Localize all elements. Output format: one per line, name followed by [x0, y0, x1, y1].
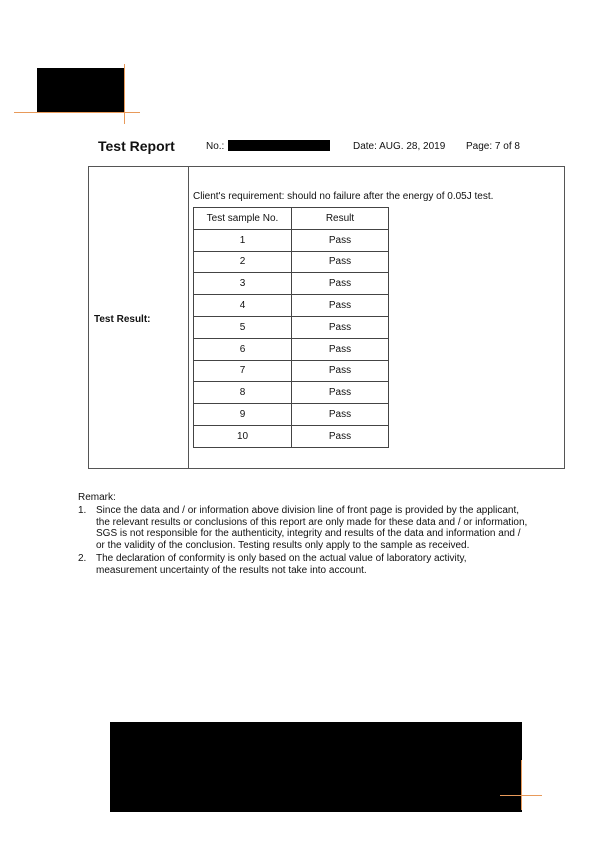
- report-number-label: No.:: [206, 141, 225, 152]
- remark-item: [78, 553, 528, 576]
- redacted-report-number: [228, 140, 330, 151]
- page-indicator: Page: 7 of 8: [466, 141, 520, 152]
- redacted-logo: [37, 68, 125, 112]
- result-cell: Pass: [292, 425, 389, 447]
- sample-number-cell: 5: [194, 316, 292, 338]
- orange-rule-top-vertical: [124, 64, 125, 124]
- sample-number-cell: 8: [194, 382, 292, 404]
- table-row: [194, 425, 389, 447]
- report-title: Test Report: [98, 138, 175, 154]
- column-header-result: Result: [292, 208, 389, 230]
- test-result-label: Test Result:: [94, 314, 151, 325]
- sample-number-cell: 4: [194, 295, 292, 317]
- table-row: [194, 404, 389, 426]
- result-cell: Pass: [292, 251, 389, 273]
- result-cell: Pass: [292, 404, 389, 426]
- orange-rule-bottom-vertical: [521, 760, 522, 810]
- table-header-row: [194, 208, 389, 230]
- table-row: [194, 295, 389, 317]
- test-result-divider: [188, 166, 189, 469]
- table-row: [194, 338, 389, 360]
- sample-number-cell: 3: [194, 273, 292, 295]
- result-cell: Pass: [292, 229, 389, 251]
- result-cell: Pass: [292, 382, 389, 404]
- remark-heading: Remark:: [78, 492, 116, 503]
- result-cell: Pass: [292, 295, 389, 317]
- remark-item-text: Since the data and / or information above division line of front page is provided by the applicant, the relevant results or conclusions of this report are only made for these data and / or information, SGS is not responsible for the authenticity, integrity and results of the data and information and / or the validity of the conclusion. Testing results only apply to the sample as received.: [96, 505, 528, 551]
- result-cell: Pass: [292, 273, 389, 295]
- table-row: [194, 273, 389, 295]
- result-cell: Pass: [292, 338, 389, 360]
- table-row: [194, 229, 389, 251]
- table-row: [194, 360, 389, 382]
- remark-item-number: 1.: [78, 505, 87, 516]
- table-row: [194, 316, 389, 338]
- table-row: [194, 251, 389, 273]
- result-cell: Pass: [292, 360, 389, 382]
- remark-item-number: 2.: [78, 553, 87, 564]
- redacted-footer: [110, 722, 522, 812]
- sample-number-cell: 1: [194, 229, 292, 251]
- remark-item-text: The declaration of conformity is only based on the actual value of laboratory activity, measurement uncertainty of the results not take into account.: [96, 553, 467, 576]
- remark-list: [78, 505, 528, 578]
- orange-rule-top: [14, 112, 140, 113]
- table-row: [194, 382, 389, 404]
- column-header-sample: Test sample No.: [194, 208, 292, 230]
- sample-number-cell: 6: [194, 338, 292, 360]
- report-date: Date: AUG. 28, 2019: [353, 141, 446, 152]
- sample-number-cell: 9: [194, 404, 292, 426]
- sample-number-cell: 7: [194, 360, 292, 382]
- sample-number-cell: 2: [194, 251, 292, 273]
- result-cell: Pass: [292, 316, 389, 338]
- sample-number-cell: 10: [194, 425, 292, 447]
- remark-item: [78, 505, 528, 551]
- results-table: [193, 207, 389, 448]
- client-requirement: Client's requirement: should no failure after the energy of 0.05J test.: [193, 191, 494, 202]
